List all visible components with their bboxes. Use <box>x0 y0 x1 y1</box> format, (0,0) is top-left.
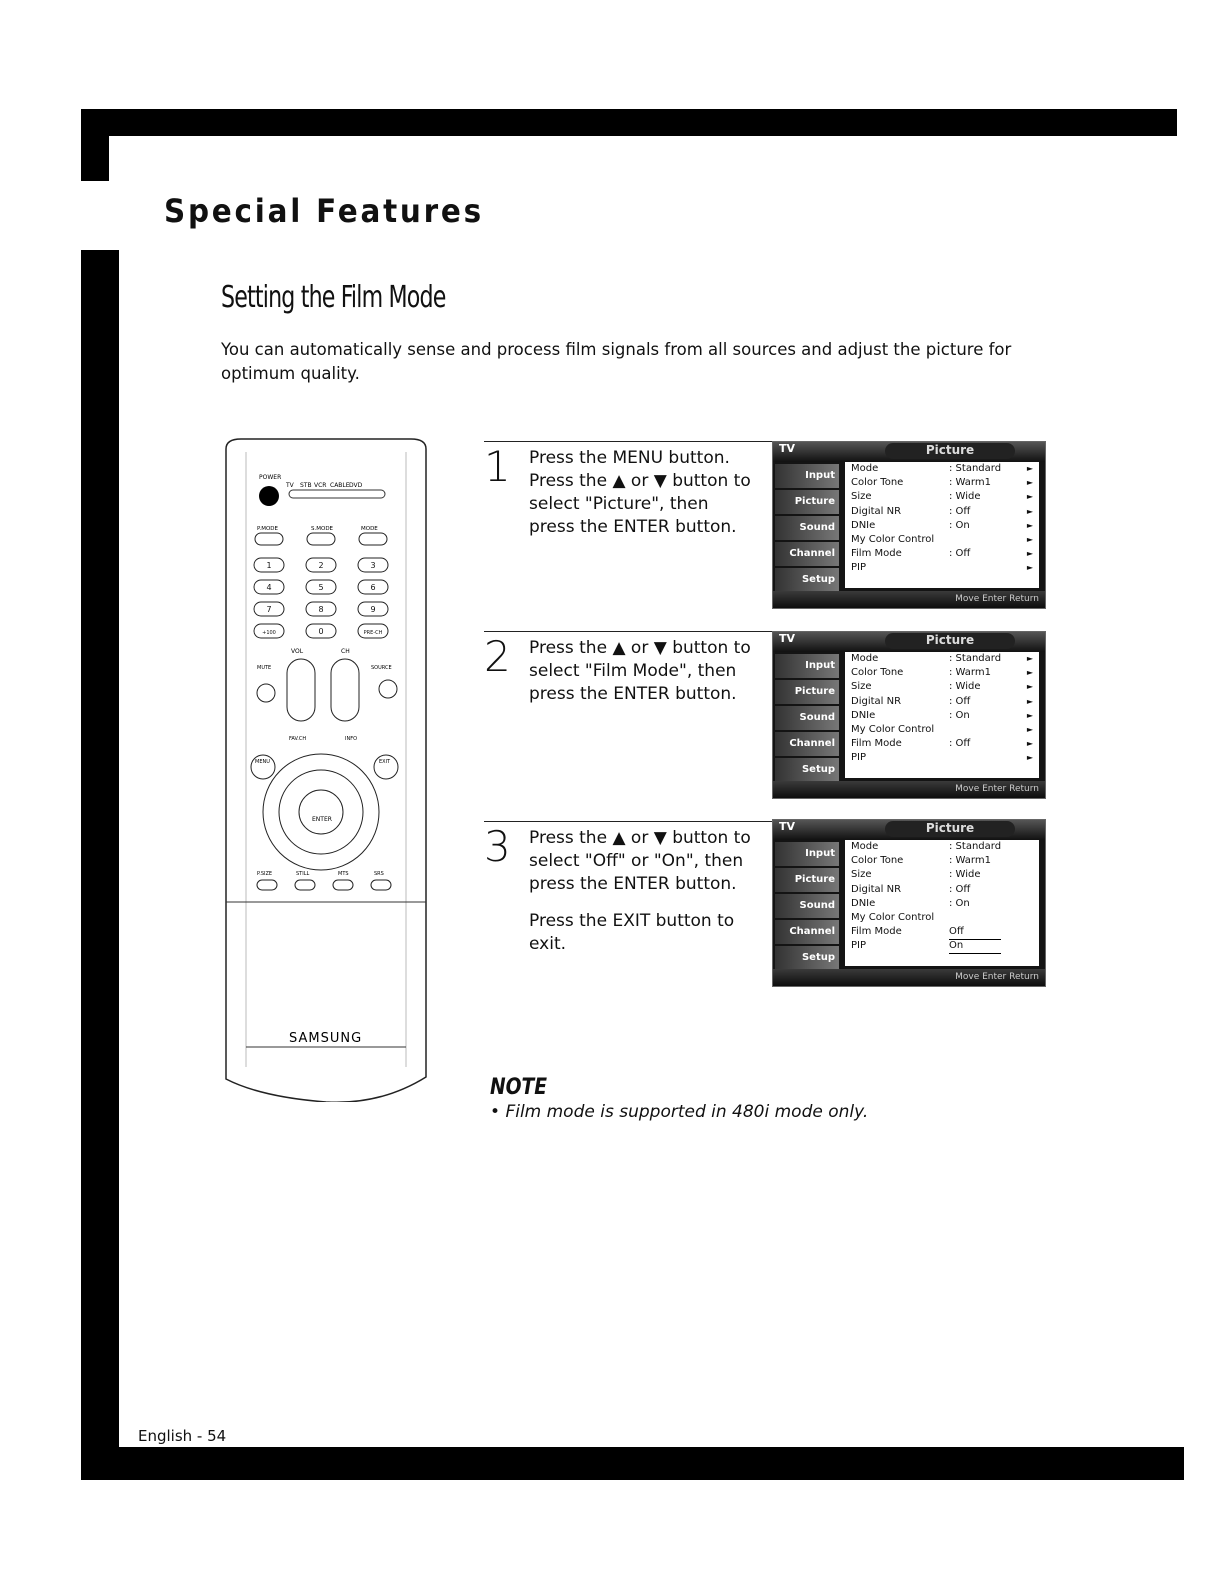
step-number: 2 <box>484 632 511 681</box>
osd-row-label: DNIe <box>851 709 876 721</box>
osd-row-arrow-icon: ► <box>1026 506 1033 516</box>
osd-side-item: Setup <box>775 568 839 592</box>
osd-side-item: Sound <box>775 706 839 730</box>
step-paragraph: Press the EXIT button to exit. <box>529 911 735 954</box>
osd-row-label: Film Mode <box>851 548 902 560</box>
note-item-text: Film mode is supported in 480i mode only. <box>505 1102 869 1122</box>
osd-row-arrow-icon: ► <box>1026 668 1033 678</box>
exit-label: EXIT <box>379 759 391 765</box>
osd-menu-row <box>845 939 1039 953</box>
osd-footer-text: Move Enter Return <box>955 594 1039 604</box>
osd-menu-row <box>845 666 1039 680</box>
section-title: Special Features <box>164 192 484 230</box>
osd-menu-row <box>845 868 1039 882</box>
osd-row-value: : Standard <box>949 463 1002 474</box>
step-text <box>529 637 759 720</box>
enter-label: ENTER <box>312 816 332 823</box>
osd-row-label: PIP <box>851 562 867 574</box>
number-button-label: 3 <box>370 561 376 570</box>
number-button-label: 6 <box>370 583 376 592</box>
osd-row-label: PIP <box>851 752 867 764</box>
osd-row-value: Off <box>949 925 1001 940</box>
svg-text:STILL: STILL <box>296 871 310 877</box>
step-paragraph: Press the MENU button. Press the ▲ or ▼ button to select "Picture", then press the ENTER button. <box>529 448 751 537</box>
osd-row-value: : On <box>949 897 970 909</box>
number-button-label: 1 <box>266 561 272 570</box>
osd-side-item: Input <box>775 842 839 866</box>
number-button-label: +100 <box>262 630 276 636</box>
osd-row-value: : Off <box>949 695 971 707</box>
osd-row-label: Mode <box>851 653 879 664</box>
svg-text:VCR: VCR <box>314 482 327 489</box>
osd-menu-row <box>845 840 1039 854</box>
osd-menu-row <box>845 695 1039 709</box>
osd-title-bar <box>773 632 1045 652</box>
osd-row-label: My Color Control <box>851 723 935 735</box>
number-button-label: PRE-CH <box>363 630 383 636</box>
osd-row-label: DNIe <box>851 897 876 909</box>
left-bar <box>81 250 119 1480</box>
osd-menu-row <box>845 490 1039 504</box>
number-button-label: 0 <box>318 627 324 636</box>
osd-row-label: Color Tone <box>851 855 904 867</box>
osd-side-item: Setup <box>775 946 839 970</box>
page-footer: English - 54 <box>138 1427 227 1445</box>
source-label: SOURCE <box>371 665 392 671</box>
remote-control-illustration <box>221 437 431 1102</box>
osd-row-label: Color Tone <box>851 477 904 489</box>
osd-footer-text: Move Enter Return <box>955 784 1039 794</box>
number-button-label: 7 <box>266 605 272 614</box>
osd-row-arrow-icon: ► <box>1026 534 1033 544</box>
osd-menu-row <box>845 854 1039 868</box>
power-label: POWER <box>259 474 282 481</box>
osd-row-value: On <box>949 939 1001 954</box>
osd-title-bar <box>773 442 1045 462</box>
osd-side-item: Picture <box>775 490 839 514</box>
osd-side-menu <box>775 464 839 594</box>
osd-row-value: : Wide <box>949 491 981 503</box>
note-title: NOTE <box>490 1075 548 1100</box>
svg-text:SRS: SRS <box>374 871 384 877</box>
osd-menu-row <box>845 911 1039 925</box>
svg-text:TV: TV <box>286 482 294 489</box>
osd-menu-row <box>845 925 1039 939</box>
osd-menu-list <box>845 652 1039 778</box>
osd-footer <box>773 969 1045 986</box>
step-number: 3 <box>484 822 511 871</box>
vol-label: VOL <box>291 648 304 655</box>
osd-row-label: PIP <box>851 940 867 952</box>
osd-menu-row <box>845 533 1039 547</box>
brand-logo: SAMSUNG <box>289 1031 363 1046</box>
intro-text: You can automatically sense and process film signals from all sources and adjust the picture for optimum quality. <box>221 340 1012 383</box>
osd-menu-row <box>845 547 1039 561</box>
osd-tv-label: TV <box>779 632 796 645</box>
left-bar-top <box>81 109 109 181</box>
favch-label: FAV.CH <box>289 736 307 742</box>
mode-labels <box>257 526 378 532</box>
osd-menu-row <box>845 476 1039 490</box>
top-bar <box>81 109 1177 136</box>
osd-row-arrow-icon: ► <box>1026 682 1033 692</box>
osd-menu-list <box>845 462 1039 588</box>
osd-row-value: : Off <box>949 738 971 750</box>
osd-menu-row <box>845 680 1039 694</box>
osd-row-label: Mode <box>851 463 879 474</box>
number-button-label: 2 <box>318 561 324 570</box>
osd-row-label: Size <box>851 869 872 881</box>
osd-row-arrow-icon: ► <box>1026 549 1033 559</box>
osd-menu-row <box>845 519 1039 533</box>
osd-row-label: Film Mode <box>851 738 902 750</box>
osd-row-value: : Standard <box>949 653 1002 664</box>
osd-side-item: Input <box>775 654 839 678</box>
svg-text:P.SIZE: P.SIZE <box>257 871 273 877</box>
osd-side-item: Setup <box>775 758 839 782</box>
osd-row-label: Color Tone <box>851 667 904 679</box>
osd-tv-label: TV <box>779 820 796 833</box>
osd-row-label: Size <box>851 681 872 693</box>
osd-side-item: Channel <box>775 542 839 566</box>
svg-text:CABLE: CABLE <box>330 482 350 489</box>
osd-side-item: Channel <box>775 732 839 756</box>
osd-menu-row <box>845 737 1039 751</box>
svg-text:MODE: MODE <box>361 526 378 532</box>
step-paragraph: Press the ▲ or ▼ button to select "Off" or "On", then press the ENTER button. <box>529 828 751 894</box>
number-button-label: 8 <box>318 605 324 614</box>
step-text <box>529 447 759 553</box>
osd-row-arrow-icon: ► <box>1026 464 1033 473</box>
osd-menu-row <box>845 723 1039 737</box>
osd-row-value: : Warm1 <box>949 477 991 489</box>
osd-side-menu <box>775 842 839 972</box>
power-button <box>259 486 279 506</box>
osd-footer <box>773 781 1045 798</box>
osd-menu-row <box>845 751 1039 765</box>
osd-row-arrow-icon: ► <box>1026 654 1033 663</box>
osd-footer-text: Move Enter Return <box>955 972 1039 982</box>
osd-side-item: Input <box>775 464 839 488</box>
osd-row-arrow-icon: ► <box>1026 478 1033 488</box>
osd-row-value: : Standard <box>949 841 1002 852</box>
osd-side-item: Picture <box>775 680 839 704</box>
osd-row-label: Size <box>851 491 872 503</box>
osd-row-label: Mode <box>851 841 879 852</box>
osd-menu-title: Picture <box>885 821 1015 837</box>
osd-menu-row <box>845 709 1039 723</box>
menu-label: MENU <box>255 759 270 765</box>
osd-side-item: Picture <box>775 868 839 892</box>
osd-menu-title: Picture <box>885 633 1015 649</box>
step-text <box>529 827 759 970</box>
osd-row-value: : Off <box>949 548 971 560</box>
osd-row-label: Digital NR <box>851 695 902 707</box>
osd-tv-label: TV <box>779 442 796 455</box>
number-button-label: 5 <box>318 583 324 592</box>
osd-row-value: : On <box>949 519 970 531</box>
osd-row-arrow-icon: ► <box>1026 520 1033 530</box>
svg-text:STB: STB <box>300 482 312 489</box>
ch-label: CH <box>341 648 350 655</box>
osd-row-value: : Warm1 <box>949 855 991 867</box>
osd-row-arrow-icon: ► <box>1026 563 1033 573</box>
osd-row-arrow-icon: ► <box>1026 710 1033 720</box>
osd-row-arrow-icon: ► <box>1026 753 1033 763</box>
step-number: 1 <box>484 442 511 491</box>
osd-menu-title: Picture <box>885 443 1015 459</box>
osd-row-value: : On <box>949 709 970 721</box>
osd-row-label: Digital NR <box>851 505 902 517</box>
osd-screenshot-3 <box>772 819 1046 987</box>
bottom-bar <box>88 1447 1184 1480</box>
osd-row-value: : Warm1 <box>949 667 991 679</box>
osd-row-label: DNIe <box>851 519 876 531</box>
osd-title-bar <box>773 820 1045 840</box>
osd-menu-row <box>845 897 1039 911</box>
osd-menu-list <box>845 840 1039 966</box>
page-heading: Setting the Film Mode <box>221 280 446 315</box>
osd-row-value: : Wide <box>949 869 981 881</box>
osd-menu-row <box>845 561 1039 575</box>
osd-row-label: My Color Control <box>851 533 935 545</box>
osd-menu-row <box>845 462 1039 476</box>
mute-label: MUTE <box>257 665 272 671</box>
osd-row-arrow-icon: ► <box>1026 739 1033 749</box>
number-button-label: 4 <box>266 583 272 592</box>
osd-menu-row <box>845 883 1039 897</box>
osd-row-value: : Wide <box>949 681 981 693</box>
svg-text:P.MODE: P.MODE <box>257 526 278 532</box>
info-label: INFO <box>345 736 358 742</box>
osd-row-label: Film Mode <box>851 926 902 938</box>
osd-side-menu <box>775 654 839 784</box>
osd-side-item: Sound <box>775 516 839 540</box>
step-paragraph: Press the ▲ or ▼ button to select "Film Mode", then press the ENTER button. <box>529 638 751 704</box>
osd-footer <box>773 591 1045 608</box>
osd-row-value: : Off <box>949 505 971 517</box>
osd-row-label: My Color Control <box>851 911 935 923</box>
osd-row-value: : Off <box>949 883 971 895</box>
svg-text:MTS: MTS <box>338 871 349 877</box>
osd-row-label: Digital NR <box>851 883 902 895</box>
osd-row-arrow-icon: ► <box>1026 492 1033 502</box>
osd-screenshot-1 <box>772 441 1046 609</box>
number-button-label: 9 <box>370 605 376 614</box>
note-item: • Film mode is supported in 480i mode only. <box>490 1102 869 1122</box>
osd-row-arrow-icon: ► <box>1026 696 1033 706</box>
osd-row-arrow-icon: ► <box>1026 724 1033 734</box>
osd-menu-row <box>845 505 1039 519</box>
svg-text:DVD: DVD <box>349 482 363 489</box>
osd-side-item: Sound <box>775 894 839 918</box>
osd-side-item: Channel <box>775 920 839 944</box>
osd-screenshot-2 <box>772 631 1046 799</box>
svg-text:S.MODE: S.MODE <box>311 526 334 532</box>
osd-menu-row <box>845 652 1039 666</box>
